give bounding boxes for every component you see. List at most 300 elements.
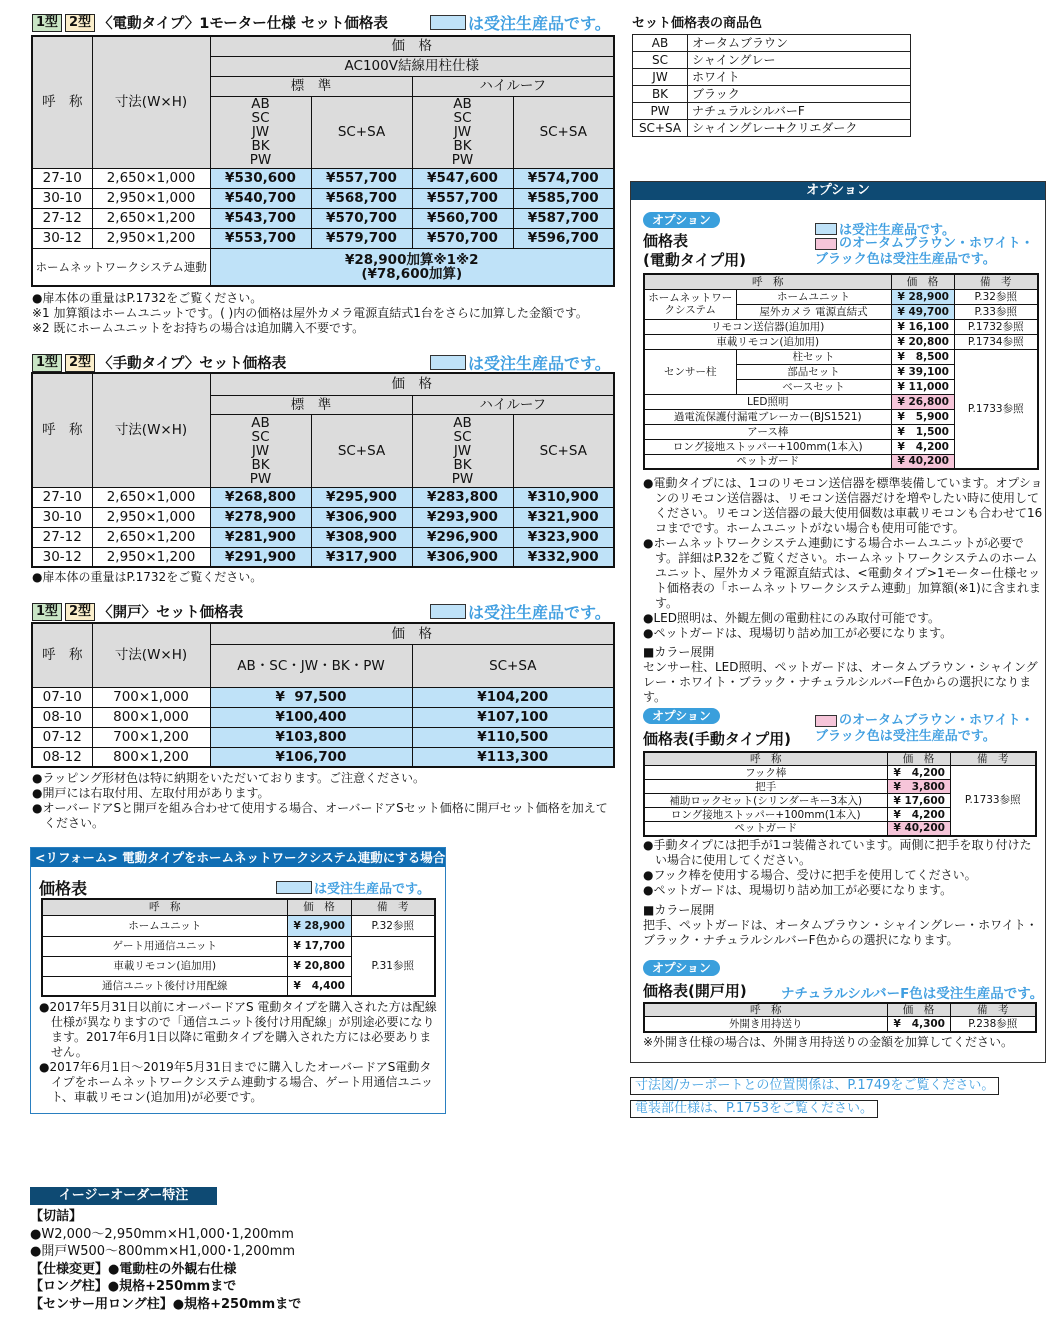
column-header: 価 格: [891, 274, 954, 289]
column-header: SC+SA: [311, 414, 412, 487]
text: ●開戸W500～800mm×H1,000･1,200mm: [30, 1244, 296, 1259]
table-row: [644, 349, 1038, 364]
table-cell: リモコン送信器(追加用): [644, 319, 891, 334]
table-cell: ¥547,600: [412, 168, 513, 188]
text: [430, 355, 466, 370]
table-cell: ペットガード: [644, 454, 891, 469]
table-cell: ホワイト: [688, 69, 911, 86]
table-row: [32, 208, 614, 228]
table-cell: センサー柱: [644, 349, 736, 394]
table-row: [644, 766, 1036, 780]
table-cell: 把手: [644, 780, 887, 794]
text: SC: [251, 110, 270, 126]
electric-section-title: [32, 12, 388, 33]
color-table: [632, 34, 911, 137]
col-name: 呼 称: [32, 36, 92, 168]
table-cell: ¥283,800: [412, 487, 513, 507]
easy-order-header: イージーオーダー特注: [30, 1187, 217, 1205]
type1-badge: 1型: [32, 14, 62, 32]
table-cell: JW: [633, 69, 688, 86]
column-header: SC+SA: [513, 414, 614, 487]
column-header: 標 準: [210, 395, 412, 414]
text: [644, 752, 1036, 766]
column-header: AB・SC・JW・BK・PW: [210, 644, 412, 687]
table-cell: ブラック: [688, 86, 911, 103]
gate-section-title: [32, 601, 243, 622]
table-cell: ¥ 40,200: [891, 454, 954, 469]
text: 【仕様変更】●電動柱の外観右仕様: [30, 1261, 237, 1277]
gate-notes: [32, 771, 617, 831]
table-cell: 08-12: [32, 747, 92, 767]
text: BK: [453, 138, 472, 154]
text: ●ラッピング形材色は特に納期をいただいております。ご注意ください。: [32, 771, 426, 785]
table-cell: 30-12: [32, 228, 92, 248]
table-cell: P.238参照: [950, 1017, 1036, 1032]
text: [32, 623, 614, 644]
table-cell: ¥306,900: [311, 507, 412, 527]
option-pill: オプション: [643, 212, 720, 228]
blue-swatch: [430, 15, 466, 30]
table-cell: 27-10: [32, 168, 92, 188]
table-cell: ¥ 40,200: [887, 822, 950, 836]
text: (電動タイプ用): [643, 251, 746, 269]
text: [815, 238, 837, 250]
table-cell: ¥293,900: [412, 507, 513, 527]
column-header: ハイルーフ: [412, 395, 614, 414]
table-cell: ¥ 4,400: [287, 976, 351, 996]
text: (¥78,600加算): [361, 265, 463, 282]
text: ●オーバードアSと開戸を組み合わせて使用する場合、オーバードアSセット価格に開戸セット価格を加えてください。: [32, 801, 608, 830]
text: BK: [251, 456, 270, 473]
table-cell: ホームユニット: [42, 915, 287, 936]
text: ●扉本体の重量はP.1732をご覧ください。: [32, 291, 263, 305]
text: [430, 604, 466, 619]
table-row: [32, 547, 614, 567]
type2-badge: 2型: [65, 354, 95, 372]
col-scsa: SC+SA: [311, 96, 412, 168]
column-header: 備 考: [351, 899, 435, 915]
text: JW: [251, 124, 270, 140]
table-cell: 30-10: [32, 507, 92, 527]
text: [42, 899, 435, 915]
table-cell: ¥104,200: [412, 687, 614, 707]
table-cell: ¥568,700: [311, 188, 412, 208]
text: ●ペットガードは、現場切り詰め加工が必要になります。: [643, 883, 953, 897]
table-cell: ホームユニット: [736, 289, 891, 304]
table-row: [633, 103, 911, 120]
text: センサー柱、LED照明、ペットガードは、オータムブラウン・シャイングレー・ホワイト・ブラック・ナチュラルシルバーF色からの選択になります。: [643, 660, 1038, 704]
text: ●電動タイプには、1コのリモコン送信器を標準装備しています。オプションのリモコン送信器は、リモコン送信器だけを増やしたい時に使用してください。リモコン送信器の最大使用個数は車載リモコンも合わせて16コまでです。ホームユニットがない場合も使用可能です。: [643, 476, 1043, 535]
col-colors: [210, 96, 311, 168]
col-size: 寸法(W×H): [92, 36, 210, 168]
table-cell: P.32参照: [954, 289, 1038, 304]
text: ■カラー展開: [643, 903, 715, 917]
text: PW: [249, 470, 272, 487]
table-cell: ¥107,100: [412, 707, 614, 727]
reform-notes: [39, 1000, 439, 1105]
text: は受注生産品です。: [468, 354, 611, 373]
table-cell: 2,650×1,200: [92, 527, 210, 547]
text: は受注生産品です。: [468, 603, 611, 622]
table-cell: P.1732参照: [954, 319, 1038, 334]
column-header: 価 格: [210, 373, 614, 395]
table-cell: ¥306,900: [412, 547, 513, 567]
text: ※1 加算額はホームユニットです。( )内の価格は屋外カメラ電源直結式1台をさらに加算した金額です。: [32, 306, 588, 320]
text: PW: [451, 470, 474, 487]
table-cell: 27-10: [32, 487, 92, 507]
table-cell: ホームネットワークシステム連動: [32, 248, 210, 286]
table-cell: ¥ 4,200: [887, 808, 950, 822]
table-cell: ¥557,700: [311, 168, 412, 188]
table-row: [633, 120, 911, 137]
column-header: 寸法(W×H): [92, 623, 210, 687]
table-cell: ¥ 20,800: [891, 334, 954, 349]
text: SC: [453, 428, 472, 445]
table-row: [32, 687, 614, 707]
made-to-order-legend: [430, 351, 611, 374]
table-cell: P.1733参照: [954, 349, 1038, 469]
column-header: 備 考: [954, 274, 1038, 289]
electrical-reference-link[interactable]: 電装部仕様は、P.1753をご覧ください。: [630, 1100, 878, 1118]
table-cell: 2,950×1,200: [92, 547, 210, 567]
table-row: [644, 1017, 1036, 1032]
table-cell: ¥ 4,200: [891, 439, 954, 454]
table-cell: ¥310,900: [513, 487, 614, 507]
table-cell: ¥268,800: [210, 487, 311, 507]
text: 【切詰】: [30, 1209, 83, 1224]
table-cell: ¥323,900: [513, 527, 614, 547]
text: ●LED照明は、外観左側の電動柱にのみ取付可能です。: [643, 611, 941, 625]
text: [644, 1003, 1036, 1017]
table-cell: ¥596,700: [513, 228, 614, 248]
table-cell: ¥296,900: [412, 527, 513, 547]
table-row: [644, 289, 1038, 304]
text: 〈開戸〉セット価格表: [98, 605, 244, 621]
table-cell: ロング接地ストッパー+100mm(1本入): [644, 808, 887, 822]
column-header: 呼 称: [32, 623, 92, 687]
column-header: 呼 称: [42, 899, 287, 915]
text: ※2 既にホームユニットをお持ちの場合は追加購入不要です。: [32, 321, 365, 335]
table-cell: 補助ロックセット(シリンダーキー3本入): [644, 794, 887, 808]
table-cell: ¥ 97,500: [210, 687, 412, 707]
table-cell: シャイングレー+クリエダーク: [688, 120, 911, 137]
column-header: SC+SA: [412, 644, 614, 687]
text: BK: [453, 456, 472, 473]
table-cell: 2,650×1,200: [92, 208, 210, 228]
table-cell: ペットガード: [644, 822, 887, 836]
text: JW: [453, 124, 472, 140]
table-cell: ¥530,600: [210, 168, 311, 188]
text: ●フック棒を使用する場合、受けに把手を使用してください。: [643, 868, 977, 882]
col-standard: 標 準: [210, 76, 412, 96]
column-header: 呼 称: [32, 373, 92, 487]
table-row: [32, 527, 614, 547]
text: ¥28,900加算※1※2: [344, 251, 479, 268]
reform-price-table: [41, 898, 436, 997]
table-cell: オータムブラウン: [688, 35, 911, 52]
table-cell: 08-10: [32, 707, 92, 727]
pink-legend: [815, 713, 1040, 745]
table-cell: フック棒: [644, 766, 887, 780]
table-row: [32, 747, 614, 767]
table-cell: 800×1,000: [92, 707, 210, 727]
column-header: 価 格: [287, 899, 351, 915]
text: 価格表: [643, 232, 689, 250]
text: BK: [251, 138, 270, 154]
legend-text: は受注生産品です。: [468, 14, 611, 33]
column-header: 呼 称: [644, 274, 891, 289]
table-cell: ¥103,800: [210, 727, 412, 747]
text: は受注生産品です。: [839, 223, 955, 238]
table-cell: ¥281,900: [210, 527, 311, 547]
col-highroof: ハイルーフ: [412, 76, 614, 96]
table-cell: P.33参照: [954, 304, 1038, 319]
text: ●W2,000～2,950mm×H1,000･1,200mm: [30, 1226, 294, 1242]
table-cell: 30-12: [32, 547, 92, 567]
table-cell: SC: [633, 52, 688, 69]
table-cell: ¥ 28,900: [287, 915, 351, 936]
col-price: 価 格: [210, 36, 614, 56]
table-row: [32, 487, 614, 507]
reform-title: 価格表: [39, 879, 88, 898]
dimension-reference-link[interactable]: 寸法図/カーポートとの位置関係は、P.1749をご覧ください。: [630, 1077, 999, 1095]
table-cell: ¥574,700: [513, 168, 614, 188]
option-electric-table: [643, 273, 1039, 470]
table-cell: P.1733参照: [950, 766, 1036, 836]
column-header: 寸法(W×H): [92, 373, 210, 487]
table-cell: ¥570,700: [412, 228, 513, 248]
table-cell: AB: [633, 35, 688, 52]
column-header: 備 考: [950, 1003, 1036, 1017]
table-row: [644, 319, 1038, 334]
table-cell: ¥113,300: [412, 747, 614, 767]
text: [815, 715, 837, 727]
table-cell: 車載リモコン(追加用): [644, 334, 891, 349]
text: JW: [453, 442, 472, 459]
table-cell: ロング接地ストッパー+100mm(1本入): [644, 439, 891, 454]
table-cell: ¥560,700: [412, 208, 513, 228]
option-electric-notes: [643, 476, 1043, 705]
text: は受注生産品です。: [314, 882, 430, 897]
table-cell: P.1734参照: [954, 334, 1038, 349]
table-cell: ¥332,900: [513, 547, 614, 567]
text: PW: [451, 152, 474, 168]
text: のオータムブラウン・ホワイト・ブラック色は受注生産品です。: [815, 236, 1034, 267]
table-cell: ¥570,700: [311, 208, 412, 228]
table-cell: ホームネットワークシステム: [644, 289, 736, 319]
type1-badge: 1型: [32, 603, 62, 621]
table-cell: ¥ 28,900: [891, 289, 954, 304]
made-to-order-legend: [276, 878, 430, 897]
table-cell: ナチュラルシルバーF: [688, 103, 911, 120]
manual-section-title: [32, 352, 286, 373]
table-cell: [210, 248, 614, 286]
option-electric-title: [643, 232, 746, 270]
text: AB: [453, 96, 472, 112]
table-cell: 通信ユニット後付け用配線: [42, 976, 287, 996]
table-cell: アース棒: [644, 424, 891, 439]
table-cell: ¥579,700: [311, 228, 412, 248]
text: 【センサー用ロング柱】●規格+250mmまで: [30, 1296, 302, 1312]
reform-header: <リフォーム> 電動タイプをホームネットワークシステム連動にする場合: [31, 848, 445, 867]
table-row: [42, 936, 435, 956]
column-header: 価 格: [210, 623, 614, 644]
text: AB: [453, 414, 472, 431]
table-cell: 700×1,000: [92, 687, 210, 707]
table-row: [633, 86, 911, 103]
table-cell: ¥106,700: [210, 747, 412, 767]
table-cell: 800×1,200: [92, 747, 210, 767]
option-gate-title: 価格表(開戸用): [643, 982, 747, 1000]
text: 〈手動タイプ〉セット価格表: [98, 356, 287, 372]
pink-legend: [815, 236, 1040, 268]
manual-price-table: [31, 372, 615, 568]
text: [644, 274, 1038, 289]
column-header: 備 考: [950, 752, 1036, 766]
option-gate-table: [643, 1002, 1037, 1033]
manual-note: ●扉本体の重量はP.1732をご覧ください。: [32, 570, 263, 584]
table-cell: ¥110,500: [412, 727, 614, 747]
text: ■カラー展開: [643, 645, 715, 659]
text: ●ホームネットワークシステム連動にする場合ホームユニットが必要です。詳細はP.32をご覧ください。ホームネットワークシステムのホームユニット、屋外カメラ電源直結式は、<電動タイプ>1モーター仕様セット価格表の「ホームネットワークシステム連動」加算額(※1)に含まれます。: [643, 536, 1041, 610]
col-scsa: SC+SA: [513, 96, 614, 168]
column-header: 呼 称: [644, 752, 887, 766]
table-cell: ¥321,900: [513, 507, 614, 527]
column-header: [412, 414, 513, 487]
text: [276, 881, 312, 894]
text: SC: [453, 110, 472, 126]
table-cell: ¥ 26,800: [891, 394, 954, 409]
table-row: [644, 334, 1038, 349]
table-cell: 柱セット: [736, 349, 891, 364]
table-cell: 27-12: [32, 208, 92, 228]
text: JW: [251, 442, 270, 459]
homenet-row: [32, 248, 614, 286]
col-colors: [412, 96, 513, 168]
table-cell: ¥ 8,500: [891, 349, 954, 364]
made-to-order-legend: [430, 600, 611, 623]
electric-notes: [32, 291, 588, 336]
type2-badge: 2型: [65, 14, 95, 32]
table-row: [32, 727, 614, 747]
electric-price-table: [31, 35, 615, 287]
table-cell: ¥ 11,000: [891, 379, 954, 394]
table-cell: ¥585,700: [513, 188, 614, 208]
table-cell: SC+SA: [633, 120, 688, 137]
option-gate-note: ※外開き仕様の場合は、外開き用持送りの金額を加算してください。: [643, 1035, 1014, 1049]
text: 【ロング柱】●規格+250mmまで: [30, 1279, 237, 1294]
option-manual-notes: [643, 838, 1043, 948]
reform-panel: [30, 847, 446, 1114]
table-cell: 2,650×1,000: [92, 487, 210, 507]
easy-order-list: [30, 1208, 301, 1313]
table-cell: ¥543,700: [210, 208, 311, 228]
text: [815, 223, 837, 235]
table-cell: ¥ 3,800: [887, 780, 950, 794]
table-cell: 部品セット: [736, 364, 891, 379]
column-header: 価 格: [887, 1003, 950, 1017]
table-cell: P.31参照: [351, 936, 435, 996]
table-cell: ¥ 4,300: [887, 1017, 950, 1032]
table-cell: 30-10: [32, 188, 92, 208]
text: のオータムブラウン・ホワイト・ブラック色は受注生産品です。: [815, 713, 1034, 744]
option-pill: オプション: [643, 708, 720, 724]
table-cell: 07-10: [32, 687, 92, 707]
table-row: [633, 35, 911, 52]
option-manual-title: 価格表(手動タイプ用): [643, 730, 791, 748]
table-cell: ¥100,400: [210, 707, 412, 727]
table-cell: ¥295,900: [311, 487, 412, 507]
table-cell: 屋外カメラ 電源直結式: [736, 304, 891, 319]
table-cell: 07-12: [32, 727, 92, 747]
table-cell: ¥ 5,900: [891, 409, 954, 424]
table-cell: 700×1,200: [92, 727, 210, 747]
table-cell: ¥308,900: [311, 527, 412, 547]
table-row: [32, 188, 614, 208]
text: ●ペットガードは、現場切り詰め加工が必要になります。: [643, 626, 953, 640]
col-ac100v: AC100V結線用柱仕様: [210, 56, 614, 76]
table-cell: 外開き用持送り: [644, 1017, 887, 1032]
table-cell: 2,950×1,000: [92, 188, 210, 208]
table-row: [32, 507, 614, 527]
column-header: [210, 414, 311, 487]
table-cell: LED照明: [644, 394, 891, 409]
table-cell: P.32参照: [351, 915, 435, 936]
table-cell: ¥317,900: [311, 547, 412, 567]
table-cell: ¥ 16,100: [891, 319, 954, 334]
table-cell: ¥291,900: [210, 547, 311, 567]
text: AB: [251, 414, 270, 431]
option-header: オプション: [631, 182, 1045, 200]
text: AB: [251, 96, 270, 112]
table-cell: ¥ 49,700: [891, 304, 954, 319]
table-cell: ゲート用通信ユニット: [42, 936, 287, 956]
table-cell: 2,650×1,000: [92, 168, 210, 188]
text: SC: [251, 428, 270, 445]
text: [32, 373, 614, 395]
option-manual-table: [643, 751, 1037, 837]
table-cell: シャイングレー: [688, 52, 911, 69]
text: ●開戸には右取付用、左取付用があります。: [32, 786, 270, 800]
table-cell: 2,950×1,200: [92, 228, 210, 248]
column-header: 価 格: [887, 752, 950, 766]
table-row: [633, 69, 911, 86]
option-panel: [630, 181, 1046, 1063]
table-cell: ¥ 20,800: [287, 956, 351, 976]
table-cell: ¥ 17,600: [887, 794, 950, 808]
title-text: 〈電動タイプ〉1モーター仕様 セット価格表: [98, 16, 388, 32]
table-cell: 27-12: [32, 527, 92, 547]
table-cell: ¥278,900: [210, 507, 311, 527]
table-cell: ¥557,700: [412, 188, 513, 208]
color-table-title: セット価格表の商品色: [632, 16, 763, 31]
table-cell: 2,950×1,000: [92, 507, 210, 527]
table-row: [32, 707, 614, 727]
text: ●手動タイプには把手が1コ装備されています。両側に把手を取り付けたい場合に使用してください。: [643, 838, 1032, 867]
type1-badge: 1型: [32, 354, 62, 372]
text: [32, 36, 614, 56]
natural-silver-legend: ナチュラルシルバーF色は受注生産品です。: [781, 986, 1044, 1002]
table-cell: ¥ 1,500: [891, 424, 954, 439]
text: PW: [249, 152, 272, 168]
table-cell: ¥587,700: [513, 208, 614, 228]
type2-badge: 2型: [65, 603, 95, 621]
table-cell: ¥553,700: [210, 228, 311, 248]
column-header: 呼 称: [644, 1003, 887, 1017]
table-row: [42, 915, 435, 936]
table-cell: ¥ 17,700: [287, 936, 351, 956]
text: ●2017年6月1日～2019年5月31日までに購入したオーバードアS電動タイプをホームネットワークシステム連動する場合、ゲート用通信ユニット、車載リモコン(追加用)が必要です。: [39, 1060, 433, 1104]
